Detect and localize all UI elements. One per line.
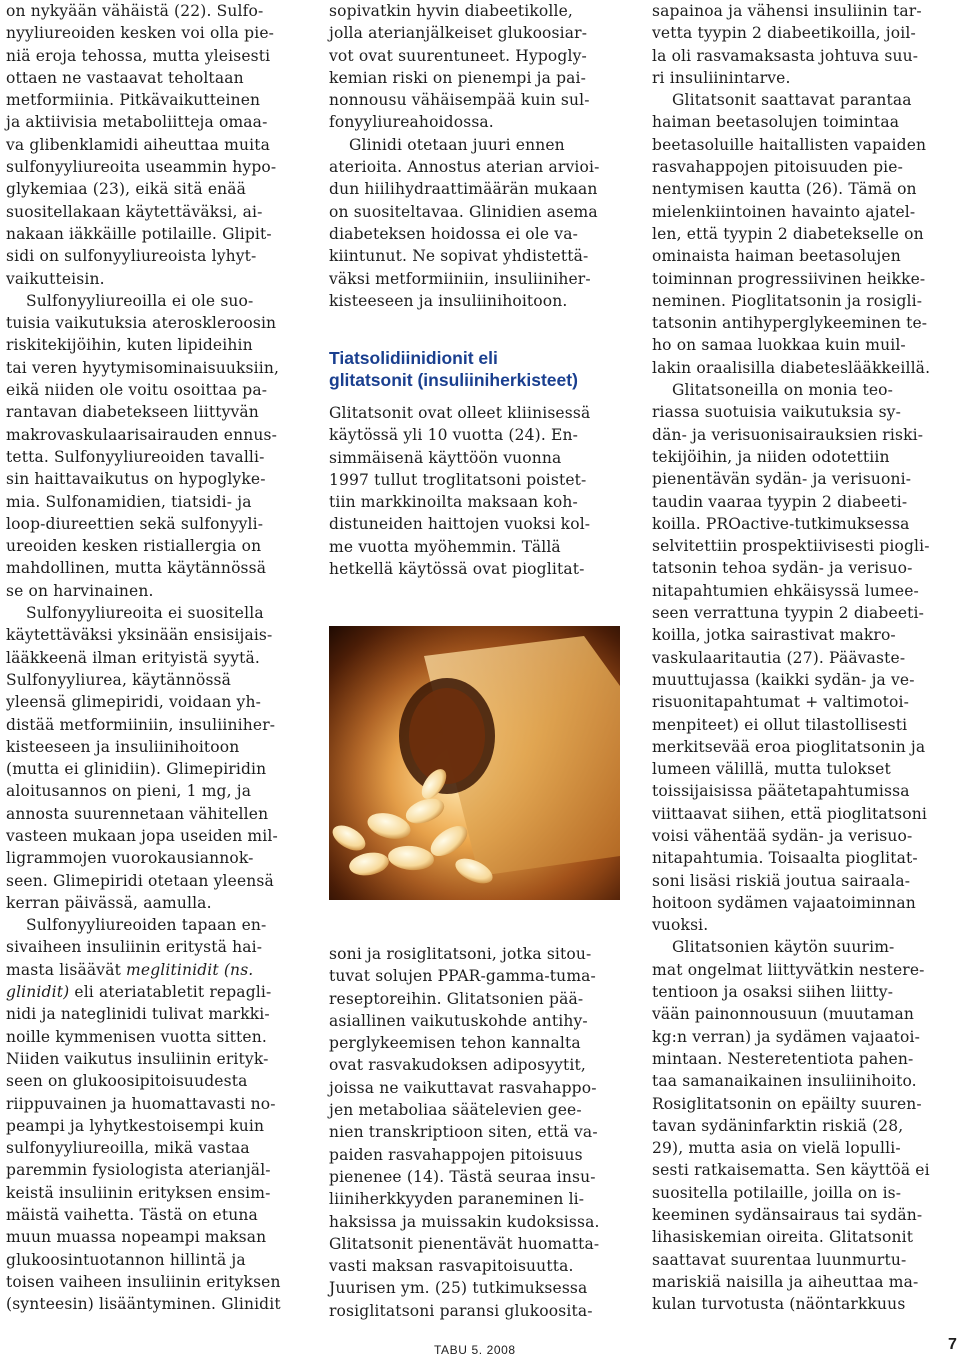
text-line: vään painonnousuun (muutaman	[652, 1005, 914, 1024]
text-line: Glitatsonien käytön suurim-	[672, 938, 895, 957]
text-line: vuoksi.	[652, 916, 709, 935]
text-line: 1997 tullut troglitatsoni poistet-	[329, 470, 587, 489]
text-line: ligrammojen vuorokausiannok-	[6, 849, 254, 868]
text-line: glukoosintuotannon hillintä ja	[6, 1250, 246, 1269]
text-line: glykemiaa (23), eikä sitä enää	[6, 180, 247, 199]
text-line: sidi on sulfonyyliureoista lyhyt-	[6, 247, 257, 266]
text-line: la oli rasvamaksasta johtuva suu-	[652, 46, 919, 65]
text-line: joissa ne vaikuttavat rasvahappo-	[329, 1078, 597, 1097]
text-line: keeminen sydänsairaus tai sydän-	[652, 1206, 923, 1225]
text-line: taudin vaaraa tyypin 2 diabeeti-	[652, 492, 908, 511]
text-line: ovat rasvakudoksen adiposyytit,	[329, 1056, 586, 1075]
text-line: tentioon ja osaksi siihen liitty-	[652, 983, 894, 1002]
text-line: pienenee (14). Tästä seuraa insu-	[329, 1167, 596, 1186]
text-line: rasvahappojen pitoisuuden pie-	[652, 158, 904, 177]
text-line: nien transkriptioon siten, että va-	[329, 1123, 598, 1142]
text-line: mia. Sulfonamidien, tiatsidi- ja	[6, 492, 252, 511]
text-line: mariskiä naisilla ja aiheuttaa ma-	[652, 1272, 919, 1291]
text-line: Glinidi otetaan juuri ennen	[349, 135, 565, 154]
text-line: menpiteet) ei ollut tilastollisesti	[652, 715, 908, 734]
text-line: perglykeemisen tehon kannalta	[329, 1034, 581, 1053]
text-line: kisteeseen ja insuliinihoitoon	[6, 737, 240, 756]
text-line: aterioita. Annostus aterian arvioi-	[329, 158, 600, 177]
text-line: haksissa ja muissakin kudoksissa.	[329, 1212, 600, 1231]
text-line: vaikutteisin.	[6, 269, 105, 288]
text-line: tatsonin tehoa sydän- ja verisuo-	[652, 559, 913, 578]
text-line: saattavat suurentaa luunmurtu-	[652, 1250, 907, 1269]
text-line: riassa suotuisia vaikutuksia sy-	[652, 403, 901, 422]
text-line: riippuvainen ja huomattavasti no-	[6, 1094, 276, 1113]
emphasis-text: meglitinidit (ns.	[126, 960, 254, 979]
text-line: nidi ja nateglinidi tulivat markki-	[6, 1005, 270, 1024]
text-line: vetta tyypin 2 diabeetikoilla, joil-	[652, 24, 916, 43]
text-column-2	[329, 0, 622, 312]
text-line: muun muassa nopeampi maksan	[6, 1228, 267, 1247]
column-2-intro-text	[329, 402, 622, 580]
text-line: selvitettiin prospektiivisesti piogli-	[652, 537, 930, 556]
text-line: merkitsevää eroa pioglitatsonin ja	[652, 737, 926, 756]
text-line: dän- ja verisuonisairauksien riski-	[652, 425, 924, 444]
text-line: Sulfonyyliureoiden tapaan en-	[26, 916, 267, 935]
text-line: tavan sydäninfarktin riskiä (28,	[652, 1116, 904, 1135]
text-line: sapainoa ja vähensi insuliinin tar-	[652, 2, 922, 20]
text-line: toisen vaiheen insuliinin erityksen	[6, 1272, 281, 1291]
text-line: asiallinen vaikutuskohde antihy-	[329, 1011, 588, 1030]
section-heading	[329, 347, 624, 391]
text-line: toiminnan progressiivinen heikke-	[652, 269, 926, 288]
text-line: reseptoreihin. Glitatsonien pää-	[329, 989, 584, 1008]
text-line: diabeteksen hoidossa ei ole va-	[329, 224, 578, 243]
text-line: noille kymmenisen vuotta sitten.	[6, 1027, 267, 1046]
text-line: tuvat solujen PPAR-gamma-tuma-	[329, 967, 596, 986]
text-line: soni lisäsi riskiä joutua sairaala-	[652, 871, 911, 890]
text-line: tuisia vaikutuksia ateroskleroosin	[6, 314, 277, 333]
text-line: haiman beetasolujen toimintaa	[652, 113, 900, 132]
text-line: sivaiheen insuliinin eritystä hai-	[6, 938, 263, 957]
text-line: ureoiden kesken ristiallergia on	[6, 537, 262, 556]
text-line: nyyliureoiden kesken voi olla pie-	[6, 24, 275, 43]
journal-footer: TABU 5. 2008	[434, 1343, 516, 1357]
text-line: Glitatsoneilla on monia teo-	[672, 381, 894, 400]
text-line: ottaen ne vastaavat teholtaan	[6, 68, 244, 87]
text-line: hoitoon sydämen vajaatoiminnan	[652, 893, 916, 912]
text-line: jen metaboliaa säätelevien gee-	[329, 1101, 582, 1120]
text-line: tatsonin antihyperglykeeminen te-	[652, 314, 928, 333]
text-line: fonyyliureahoidossa.	[329, 113, 494, 132]
text-line: Glitatsonit saattavat parantaa	[672, 91, 912, 110]
text-line: nonnousu vähäisempää kuin sul-	[329, 91, 590, 110]
text-line: toissijaisissa päätetapahtumissa	[652, 782, 910, 801]
text-line: simmäisenä käyttöön vuonna	[329, 448, 562, 467]
text-line: paiden rasvahappojen pitoisuus	[329, 1145, 583, 1164]
text-line: eikä niiden ole voitu osoittaa pa-	[6, 381, 268, 400]
text-line: Glitatsonit pienentävät huomatta-	[329, 1234, 600, 1253]
text-line: Rosiglitatsonin on epäilty suuren-	[652, 1094, 922, 1113]
text-line: se on harvinainen.	[6, 581, 154, 600]
text-line: me vuotta myöhemmin. Tällä	[329, 537, 561, 556]
text-line: mintaan. Nesteretentiota pahen-	[652, 1049, 914, 1068]
text-line: distää metformiiniin, insuliiniher-	[6, 715, 276, 734]
text-line: distuneiden haittojen vuoksi kol-	[329, 515, 591, 534]
text-line: muuttujassa (kaikki sydän- ja ve-	[652, 670, 915, 689]
text-line: Sulfonyyliureoilla ei ole suo-	[26, 291, 254, 310]
text-line: peampi ja lyhytkestoisempi kuin	[6, 1116, 265, 1135]
text-line: ja aktiivisia metaboliitteja omaa-	[6, 113, 268, 132]
text-line: niä eroja tehossa, mutta yleisesti	[6, 46, 271, 65]
text-line: annosta suurennetaan vähitellen	[6, 804, 269, 823]
text-line: on suositeltavaa. Glinidien asema	[329, 202, 598, 221]
text-line: Juurisen ym. (25) tutkimuksessa	[329, 1279, 588, 1298]
text-line: metformiinia. Pitkävaikutteinen	[6, 91, 261, 110]
text-line: käytössä yli 10 vuotta (24). En-	[329, 426, 578, 445]
text-line: vasti maksan rasvapitoisuutta.	[329, 1257, 574, 1276]
text-line: kiintunut. Ne sopivat yhdistettä-	[329, 247, 589, 266]
text-line: sesti ratkaisematta. Sen käyttöä ei	[652, 1161, 930, 1180]
text-line: kisteeseen ja insuliinihoitoon.	[329, 291, 568, 310]
text-line: nitapahtumien ehkäisyssä lumee-	[652, 581, 919, 600]
text-line: käytettäväksi yksinään ensisijais-	[6, 626, 273, 645]
text-line: seen. Glimepiridi otetaan yleensä	[6, 871, 274, 890]
text-line: kemian riski on pienempi ja pai-	[329, 68, 587, 87]
text-line: (mutta ei glinidiin). Glimepiridin	[6, 760, 267, 779]
text-line: suositellakaan käytettäväksi, ai-	[6, 202, 263, 221]
text-line: mat ongelmat liittyvätkin nestere-	[652, 960, 925, 979]
text-line: mielenkiintoinen havainto ajatel-	[652, 202, 916, 221]
text-line: viittaavat siihen, että pioglitatsoni	[652, 804, 927, 823]
text-line: Glitatsonit ovat olleet kliinisessä	[329, 404, 591, 422]
text-line: Niiden vaikutus insuliinin erityk-	[6, 1049, 269, 1068]
text-line: rantavan diabetekseen liittyvän	[6, 403, 259, 422]
text-line: soni ja rosiglitatsoni, jotka sitou-	[329, 945, 592, 963]
text-line: neminen. Pioglitatsonin ja rosigli-	[652, 291, 923, 310]
text-line: (synteesin) lisääntyminen. Glinidit	[6, 1295, 281, 1314]
text-line: ri insuliinintarve.	[652, 68, 791, 87]
text-line: seen verrattuna tyypin 2 diabeeti-	[652, 604, 925, 623]
text-line: dun hiilihydraattimäärän mukaan	[329, 180, 598, 199]
text-line: keistä insuliinin erityksen ensim-	[6, 1183, 271, 1202]
section-heading-line-2: glitatsonit (insuliiniherkisteet)	[329, 370, 578, 390]
text-line: lumeen välillä, mutta tulokset	[652, 760, 891, 779]
text-line: loop-diureettien sekä sulfonyyli-	[6, 514, 264, 533]
text-line: koilla, jotka sairastivat makro-	[652, 626, 896, 645]
text-line: sopivatkin hyvin diabeetikolle,	[329, 2, 573, 20]
text-line: lakin oraalisilla diabeteslääkkeillä.	[652, 358, 931, 377]
text-line: vaskulaaritautia (27). Päävaste-	[652, 648, 906, 667]
text-line: seen on glukoosipitoisuudesta	[6, 1072, 248, 1091]
text-line: vot ovat suurentuneet. Hypogly-	[329, 46, 587, 65]
text-line: Sulfonyyliurea, käytännössä	[6, 670, 232, 689]
text-line: vasteen mukaan jopa useiden mil-	[6, 826, 278, 845]
text-line: yleensä glimepiridi, voidaan yh-	[6, 693, 261, 712]
text-line: mäistä vaihetta. Tästä on etuna	[6, 1206, 258, 1225]
text-line: kerran päivässä, aamulla.	[6, 893, 212, 912]
column-2-top-text	[329, 0, 622, 312]
text-line: rosiglitatsoni paransi glukoosita-	[329, 1301, 593, 1320]
text-line: riskitekijöihin, kuten lipideihin	[6, 336, 253, 355]
text-line: tai veren hyytymisominaisuuksiin,	[6, 358, 280, 377]
text-line: glinidit) eli ateriatabletit repagli-	[6, 983, 272, 1002]
text-line: kulan turvotusta (näöntarkkuus	[652, 1295, 906, 1314]
text-line: sulfonyyliureoita useammin hypo-	[6, 158, 277, 177]
text-line: suositella potilaille, joilla on is-	[652, 1183, 902, 1202]
text-line: sin haittavaikutus on hypoglyke-	[6, 470, 266, 489]
text-line: tekijöihin, ja niiden odotettiin	[652, 447, 890, 466]
text-line: lihasiskemian oireita. Glitatsonit	[652, 1228, 914, 1247]
text-line: mahdollinen, mutta käytännössä	[6, 559, 267, 578]
text-line: paremmin fysiologista aterianjäl-	[6, 1161, 271, 1180]
text-line: jolla aterianjälkeiset glukoosiar-	[329, 24, 588, 43]
text-line: risuonitapahtumat + valtimotoi-	[652, 693, 909, 712]
text-line: tiin markkinoilta maksaan koh-	[329, 493, 578, 512]
text-line: pienentävän sydän- ja verisuoni-	[652, 470, 912, 489]
text-column-3	[652, 0, 944, 1316]
text-line: len, että tyypin 2 diabetekselle on	[652, 224, 924, 243]
text-line: 29), mutta asia on vielä lopulli-	[652, 1139, 901, 1158]
text-line: va glibenklamidi aiheuttaa muita	[6, 135, 271, 154]
section-heading-line-1: Tiatsolidiinidionit eli	[329, 348, 498, 368]
text-line: ominaista haiman beetasolujen	[652, 247, 901, 266]
column-2-bottom-text	[329, 943, 622, 1322]
text-line: voisi vähentää sydän- ja verisuo-	[652, 826, 913, 845]
text-line: makrovaskulaarisairauden ennus-	[6, 425, 277, 444]
text-line: taa samanaikainen insuliinihoito.	[652, 1072, 917, 1091]
text-column-1	[6, 0, 298, 1316]
text-line: on nykyään vähäistä (22). Sulfo-	[6, 2, 264, 20]
text-line: beetasoluille haitallisten vapaiden	[652, 135, 927, 154]
text-line: koilla. PROactive-tutkimuksessa	[652, 514, 910, 533]
pills-bottle-photo	[329, 626, 620, 900]
text-line: nentymisen kautta (26). Tämä on	[652, 180, 917, 199]
text-line: kg:n verran) ja sydämen vajaatoi-	[652, 1027, 921, 1046]
text-line: Sulfonyyliureoita ei suositella	[26, 604, 264, 623]
text-line: hetkellä käytössä ovat pioglitat-	[329, 560, 585, 579]
text-line: nitapahtumia. Toisaalta pioglitat-	[652, 849, 918, 868]
text-line: nakaan iäkkäille potilaille. Glipit-	[6, 224, 272, 243]
text-line: lääkkeenä ilman erityistä syytä.	[6, 648, 260, 667]
text-line: tetta. Sulfonyyliureoiden tavalli-	[6, 447, 265, 466]
text-line: liiniherkkyyden paraneminen li-	[329, 1190, 585, 1209]
emphasis-text: glinidit)	[6, 983, 70, 1002]
text-line: sulfonyyliureoilla, mikä vastaa	[6, 1139, 250, 1158]
text-line: väksi metformiiniin, insuliiniher-	[329, 269, 591, 288]
text-line: masta lisäävät meglitinidit (ns.	[6, 960, 254, 979]
page-number: 7	[948, 1336, 957, 1353]
text-line: ho on samaa luokkaa kuin muil-	[652, 336, 906, 355]
text-line: aloitusannos on pieni, 1 mg, ja	[6, 782, 252, 801]
